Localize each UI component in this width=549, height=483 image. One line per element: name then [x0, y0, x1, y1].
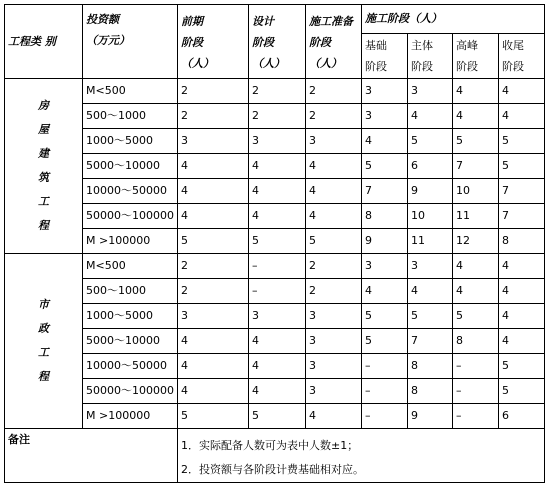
header-prep-phase-line3: （人） [309, 57, 342, 70]
cell-value: 8 [453, 329, 499, 354]
cell-investment: 50000～100000 [83, 379, 178, 404]
cell-value: 2 [306, 79, 362, 104]
cell-value: 5 [453, 129, 499, 154]
cell-investment: M >100000 [83, 229, 178, 254]
category-char: 政 [38, 322, 49, 335]
header-prep-phase [306, 5, 362, 79]
cell-value: 4 [178, 379, 249, 404]
staffing-table [4, 4, 545, 483]
cell-value: 4 [178, 354, 249, 379]
cell-value: 3 [178, 304, 249, 329]
cell-value: 4 [453, 279, 499, 304]
header-sub-main [408, 34, 453, 79]
cell-value: 4 [408, 104, 453, 129]
cell-value: 5 [408, 304, 453, 329]
cell-value: 4 [499, 304, 545, 329]
cell-value: – [453, 404, 499, 429]
cell-value: – [249, 254, 306, 279]
cell-investment: 10000～50000 [83, 179, 178, 204]
cell-value: 3 [178, 129, 249, 154]
cell-investment: M<500 [83, 79, 178, 104]
cell-value: 11 [408, 229, 453, 254]
cell-value: 2 [178, 104, 249, 129]
cell-value: 10 [408, 204, 453, 229]
cell-value: 5 [499, 129, 545, 154]
cell-value: 12 [453, 229, 499, 254]
cell-value: 4 [178, 154, 249, 179]
cell-value: 10 [453, 179, 499, 204]
cell-value: 8 [408, 379, 453, 404]
cell-value: 7 [499, 179, 545, 204]
table-row [5, 129, 545, 154]
cell-value: 3 [306, 354, 362, 379]
cell-investment: 1000～5000 [83, 129, 178, 154]
cell-investment: 50000～100000 [83, 204, 178, 229]
header-pre-phase-line2: 阶段 [181, 36, 203, 49]
cell-value: 2 [178, 279, 249, 304]
cell-investment: 500～1000 [83, 104, 178, 129]
cell-value: 7 [362, 179, 408, 204]
cell-value: 2 [306, 254, 362, 279]
category-char: 建 [38, 147, 49, 160]
cell-value: – [453, 354, 499, 379]
header-sub-foundation-line1: 基础 [365, 39, 387, 52]
category-char: 屋 [38, 123, 49, 136]
note-line: 1．实际配备人数可为表中人数±1； [181, 439, 359, 452]
header-design-phase [249, 5, 306, 79]
table-row [5, 229, 545, 254]
note-line: 2．投资额与各阶段计费基础相对应。 [181, 463, 364, 476]
table-row [5, 354, 545, 379]
cell-value: 3 [362, 79, 408, 104]
header-sub-closing-line1: 收尾 [502, 39, 524, 52]
category-char: 房 [38, 99, 49, 112]
cell-value: 3 [306, 129, 362, 154]
header-investment-label: 投资额 [86, 13, 119, 26]
cell-value: 4 [249, 154, 306, 179]
cell-value: 4 [453, 104, 499, 129]
cell-value: 5 [499, 154, 545, 179]
header-prep-phase-line1: 施工准备 [309, 15, 353, 28]
header-investment-unit: （万元） [86, 34, 130, 47]
header-sub-closing-line2: 阶段 [502, 60, 524, 73]
cell-value: 5 [362, 329, 408, 354]
cell-value: 2 [306, 279, 362, 304]
cell-value: 4 [249, 379, 306, 404]
cell-value: 5 [249, 229, 306, 254]
category-char: 程 [38, 219, 49, 232]
cell-value: 2 [178, 254, 249, 279]
cell-value: 4 [408, 279, 453, 304]
cell-investment: 500～1000 [83, 279, 178, 304]
cell-value: 4 [499, 254, 545, 279]
notes-label: 备注 [5, 429, 178, 483]
cell-value: 11 [453, 204, 499, 229]
header-pre-phase-line1: 前期 [181, 15, 203, 28]
cell-value: 7 [408, 329, 453, 354]
cell-value: 9 [362, 229, 408, 254]
category-char: 筑 [38, 171, 49, 184]
cell-value: 5 [362, 154, 408, 179]
category-char: 工 [38, 195, 49, 208]
cell-value: 4 [306, 154, 362, 179]
cell-value: – [362, 354, 408, 379]
cell-value: 4 [306, 204, 362, 229]
cell-investment: 5000～10000 [83, 329, 178, 354]
header-sub-foundation [362, 34, 408, 79]
cell-value: – [453, 379, 499, 404]
table-row [5, 404, 545, 429]
cell-value: 3 [408, 79, 453, 104]
cell-value: 3 [249, 129, 306, 154]
cell-investment: 10000～50000 [83, 354, 178, 379]
cell-value: 3 [306, 329, 362, 354]
table-row [5, 154, 545, 179]
header-sub-peak-line2: 阶段 [456, 60, 478, 73]
cell-investment: M<500 [83, 254, 178, 279]
table-row [5, 79, 545, 104]
table-row [5, 254, 545, 279]
header-pre-phase-line3: （人） [181, 57, 214, 70]
cell-value: 5 [453, 304, 499, 329]
header-investment [83, 5, 178, 79]
cell-investment: M >100000 [83, 404, 178, 429]
table-row [5, 179, 545, 204]
table-row [5, 379, 545, 404]
table-row [5, 279, 545, 304]
cell-value: 4 [362, 129, 408, 154]
category-municipal [5, 254, 83, 429]
cell-value: 5 [499, 354, 545, 379]
cell-value: 8 [408, 354, 453, 379]
cell-value: 4 [249, 179, 306, 204]
cell-value: 4 [249, 354, 306, 379]
category-char: 工 [38, 346, 49, 359]
header-design-phase-line1: 设计 [252, 15, 274, 28]
cell-value: – [362, 404, 408, 429]
cell-value: 3 [408, 254, 453, 279]
cell-value: 4 [178, 204, 249, 229]
header-design-phase-line2: 阶段 [252, 36, 274, 49]
cell-value: 4 [453, 79, 499, 104]
cell-value: 9 [408, 404, 453, 429]
cell-value: 4 [178, 329, 249, 354]
cell-value: 4 [499, 279, 545, 304]
cell-value: 8 [499, 229, 545, 254]
cell-value: 3 [306, 379, 362, 404]
cell-value: 6 [499, 404, 545, 429]
header-sub-closing [499, 34, 545, 79]
cell-value: 4 [453, 254, 499, 279]
header-row-1 [5, 5, 545, 34]
cell-value: 5 [178, 229, 249, 254]
category-char: 市 [38, 298, 49, 311]
header-sub-foundation-line2: 阶段 [365, 60, 387, 73]
notes-content [178, 429, 545, 483]
cell-value: 3 [306, 304, 362, 329]
cell-value: 7 [453, 154, 499, 179]
cell-value: 9 [408, 179, 453, 204]
table-row [5, 304, 545, 329]
header-sub-peak [453, 34, 499, 79]
cell-value: 4 [306, 179, 362, 204]
cell-value: 4 [249, 204, 306, 229]
cell-value: 5 [499, 379, 545, 404]
header-sub-peak-line1: 高峰 [456, 39, 478, 52]
cell-investment: 5000～10000 [83, 154, 178, 179]
header-sub-main-line2: 阶段 [411, 60, 433, 73]
cell-value: 5 [178, 404, 249, 429]
cell-value: 7 [499, 204, 545, 229]
cell-value: 5 [362, 304, 408, 329]
cell-value: 2 [249, 79, 306, 104]
cell-value: 4 [499, 104, 545, 129]
cell-value: 4 [499, 329, 545, 354]
cell-value: – [249, 279, 306, 304]
header-category: 工程类 别 [5, 5, 83, 79]
cell-value: 2 [306, 104, 362, 129]
table-row [5, 329, 545, 354]
cell-value: 4 [362, 279, 408, 304]
cell-value: – [362, 379, 408, 404]
header-prep-phase-line2: 阶段 [309, 36, 331, 49]
category-building [5, 79, 83, 254]
cell-value: 3 [362, 104, 408, 129]
header-sub-main-line1: 主体 [411, 39, 433, 52]
header-construction-phase: 施工阶段（人） [362, 5, 545, 34]
cell-value: 3 [362, 254, 408, 279]
cell-value: 5 [249, 404, 306, 429]
category-char: 程 [38, 370, 49, 383]
cell-value: 2 [178, 79, 249, 104]
header-pre-phase [178, 5, 249, 79]
notes-row [5, 429, 545, 483]
cell-value: 3 [249, 304, 306, 329]
cell-value: 5 [408, 129, 453, 154]
table-row [5, 204, 545, 229]
cell-value: 4 [499, 79, 545, 104]
cell-value: 4 [306, 404, 362, 429]
cell-value: 4 [178, 179, 249, 204]
cell-value: 4 [249, 329, 306, 354]
cell-value: 2 [249, 104, 306, 129]
table-row [5, 104, 545, 129]
cell-value: 8 [362, 204, 408, 229]
cell-value: 6 [408, 154, 453, 179]
header-design-phase-line3: （人） [252, 57, 285, 70]
cell-investment: 1000～5000 [83, 304, 178, 329]
cell-value: 5 [306, 229, 362, 254]
